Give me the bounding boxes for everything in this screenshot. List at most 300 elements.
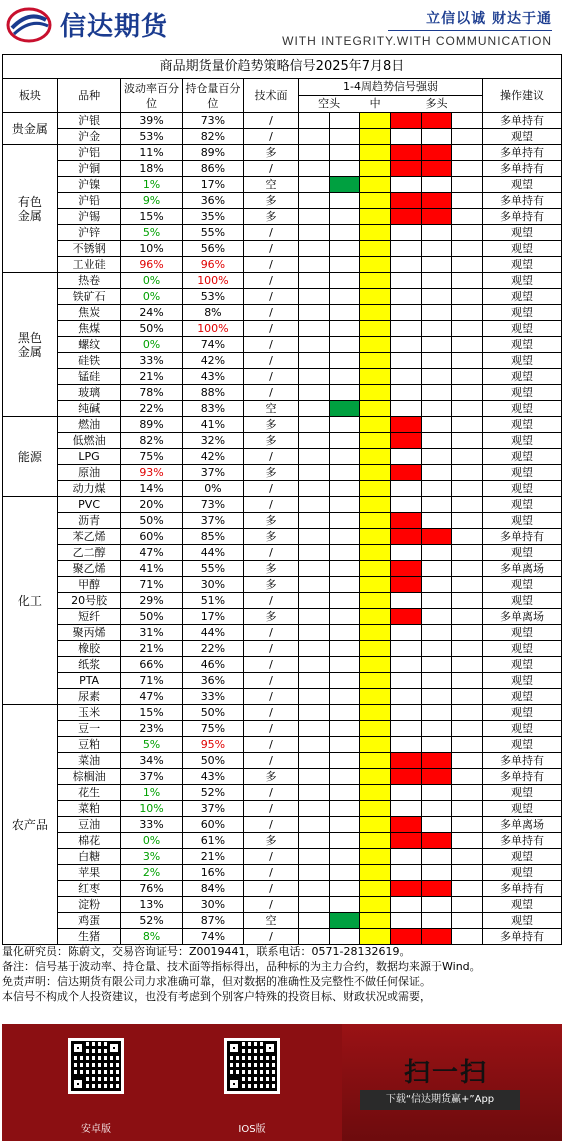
sector-name: 农产品: [3, 705, 58, 945]
signal-cell: [298, 209, 329, 225]
technical-signal: /: [244, 881, 299, 897]
volatility-percentile: 13%: [121, 897, 182, 913]
signal-cell: [360, 513, 391, 529]
signal-cell: [390, 817, 421, 833]
signal-cell: [298, 305, 329, 321]
signal-cell: [421, 657, 452, 673]
open-interest-percentile: 46%: [182, 657, 243, 673]
signal-cell: [452, 129, 483, 145]
signal-cell: [329, 497, 360, 513]
signal-cell: [390, 881, 421, 897]
volatility-percentile: 33%: [121, 353, 182, 369]
advice: 观望: [483, 785, 562, 801]
signal-cell: [329, 177, 360, 193]
signal-cell: [329, 769, 360, 785]
signal-cell: [329, 369, 360, 385]
android-qr-code-icon[interactable]: [68, 1038, 124, 1094]
advice: 观望: [483, 481, 562, 497]
signal-cell: [421, 705, 452, 721]
signal-cell: [452, 849, 483, 865]
variety-name: 红枣: [57, 881, 121, 897]
signal-cell: [390, 481, 421, 497]
signal-cell: [390, 545, 421, 561]
header-sector: 板块: [3, 79, 58, 113]
volatility-percentile: 22%: [121, 401, 182, 417]
volatility-percentile: 23%: [121, 721, 182, 737]
signal-cell: [390, 865, 421, 881]
advice: 观望: [483, 705, 562, 721]
signal-cell: [390, 193, 421, 209]
header-mid: 中: [360, 96, 391, 113]
variety-name: 豆一: [57, 721, 121, 737]
company-logo-icon: [6, 6, 52, 44]
open-interest-percentile: 21%: [182, 849, 243, 865]
signal-cell: [360, 737, 391, 753]
signal-cell: [390, 209, 421, 225]
signal-cell: [452, 817, 483, 833]
technical-signal: /: [244, 545, 299, 561]
signal-cell: [421, 369, 452, 385]
technical-signal: /: [244, 657, 299, 673]
advice: 观望: [483, 321, 562, 337]
table-row: [3, 897, 562, 913]
advice: 观望: [483, 369, 562, 385]
header-signal: 1-4周趋势信号强弱: [298, 79, 482, 96]
table-row: [3, 609, 562, 625]
signal-cell: [390, 513, 421, 529]
signal-cell: [390, 673, 421, 689]
signal-cell: [360, 257, 391, 273]
advice: 观望: [483, 641, 562, 657]
signal-cell: [421, 273, 452, 289]
advice: 观望: [483, 913, 562, 929]
signal-cell: [329, 433, 360, 449]
signal-cell: [421, 817, 452, 833]
advice: 观望: [483, 497, 562, 513]
advice: 观望: [483, 897, 562, 913]
technical-signal: 多: [244, 513, 299, 529]
signal-cell: [452, 513, 483, 529]
open-interest-percentile: 87%: [182, 913, 243, 929]
signal-cell: [360, 577, 391, 593]
technical-signal: /: [244, 625, 299, 641]
advice: 多单离场: [483, 609, 562, 625]
volatility-percentile: 50%: [121, 513, 182, 529]
signal-cell: [452, 289, 483, 305]
signal-cell: [421, 913, 452, 929]
technical-signal: 空: [244, 913, 299, 929]
signal-cell: [360, 209, 391, 225]
signal-cell: [329, 417, 360, 433]
signal-cell: [360, 897, 391, 913]
technical-signal: 多: [244, 417, 299, 433]
variety-name: 锰硅: [57, 369, 121, 385]
signal-cell: [452, 497, 483, 513]
advice: 多单持有: [483, 833, 562, 849]
signal-cell: [329, 929, 360, 945]
signal-cell: [421, 385, 452, 401]
signal-cell: [452, 593, 483, 609]
signal-cell: [421, 433, 452, 449]
signal-cell: [452, 353, 483, 369]
open-interest-percentile: 30%: [182, 577, 243, 593]
signal-cell: [360, 337, 391, 353]
variety-name: 淀粉: [57, 897, 121, 913]
advice: 观望: [483, 721, 562, 737]
signal-cell: [360, 929, 391, 945]
advice: 观望: [483, 577, 562, 593]
signal-cell: [329, 833, 360, 849]
signal-cell: [390, 529, 421, 545]
signal-cell: [390, 161, 421, 177]
open-interest-percentile: 74%: [182, 929, 243, 945]
volatility-percentile: 89%: [121, 417, 182, 433]
table-row: [3, 849, 562, 865]
signal-cell: [421, 145, 452, 161]
signal-cell: [452, 737, 483, 753]
volatility-percentile: 33%: [121, 817, 182, 833]
signal-cell: [421, 849, 452, 865]
volatility-percentile: 2%: [121, 865, 182, 881]
signal-cell: [298, 193, 329, 209]
advice: 观望: [483, 449, 562, 465]
signal-cell: [298, 433, 329, 449]
open-interest-percentile: 43%: [182, 769, 243, 785]
open-interest-percentile: 0%: [182, 481, 243, 497]
table-row: [3, 657, 562, 673]
volatility-percentile: 71%: [121, 577, 182, 593]
signal-cell: [360, 305, 391, 321]
variety-name: 不锈钢: [57, 241, 121, 257]
signal-cell: [298, 385, 329, 401]
table-row: [3, 785, 562, 801]
volatility-percentile: 15%: [121, 705, 182, 721]
sector-name: 黑色金属: [3, 273, 58, 417]
signal-cell: [360, 673, 391, 689]
signal-cell: [298, 401, 329, 417]
technical-signal: /: [244, 929, 299, 945]
signal-cell: [360, 913, 391, 929]
signal-cell: [452, 385, 483, 401]
volatility-percentile: 52%: [121, 913, 182, 929]
signal-cell: [298, 705, 329, 721]
table-row: [3, 337, 562, 353]
signal-cell: [390, 705, 421, 721]
advice: 观望: [483, 737, 562, 753]
advice: 多单离场: [483, 817, 562, 833]
signal-cell: [452, 433, 483, 449]
signal-cell: [421, 561, 452, 577]
technical-signal: 多: [244, 145, 299, 161]
signal-cell: [298, 129, 329, 145]
signal-cell: [452, 209, 483, 225]
signal-cell: [452, 785, 483, 801]
sector-name: 化工: [3, 497, 58, 705]
signal-cell: [329, 625, 360, 641]
technical-signal: /: [244, 753, 299, 769]
signal-cell: [329, 385, 360, 401]
signal-cell: [329, 353, 360, 369]
variety-name: 橡胶: [57, 641, 121, 657]
advice: 多单持有: [483, 193, 562, 209]
signal-cell: [360, 529, 391, 545]
signal-cell: [390, 177, 421, 193]
signal-cell: [298, 225, 329, 241]
open-interest-percentile: 50%: [182, 753, 243, 769]
ios-qr-code-icon[interactable]: [224, 1038, 280, 1094]
volatility-percentile: 47%: [121, 689, 182, 705]
volatility-percentile: 1%: [121, 177, 182, 193]
signal-cell: [390, 833, 421, 849]
advice: 观望: [483, 225, 562, 241]
signal-cell: [360, 753, 391, 769]
signal-cell: [298, 481, 329, 497]
variety-name: 铁矿石: [57, 289, 121, 305]
signal-cell: [298, 625, 329, 641]
signal-cell: [329, 897, 360, 913]
variety-name: 燃油: [57, 417, 121, 433]
signal-cell: [452, 529, 483, 545]
variety-name: 硅铁: [57, 353, 121, 369]
signal-cell: [329, 673, 360, 689]
signal-cell: [360, 449, 391, 465]
volatility-percentile: 20%: [121, 497, 182, 513]
advice: 观望: [483, 241, 562, 257]
signal-cell: [421, 801, 452, 817]
variety-name: 焦煤: [57, 321, 121, 337]
variety-name: 菜油: [57, 753, 121, 769]
technical-signal: /: [244, 385, 299, 401]
signal-cell: [390, 849, 421, 865]
signal-cell: [452, 481, 483, 497]
advice: 观望: [483, 353, 562, 369]
technical-signal: 多: [244, 769, 299, 785]
download-app-button[interactable]: 下载“信达期货赢+”App: [360, 1090, 520, 1110]
table-row: [3, 113, 562, 129]
advice: 观望: [483, 625, 562, 641]
signal-cell: [390, 129, 421, 145]
open-interest-percentile: 55%: [182, 225, 243, 241]
signal-cell: [390, 913, 421, 929]
signal-cell: [421, 609, 452, 625]
signal-cell: [421, 449, 452, 465]
signal-cell: [452, 913, 483, 929]
variety-name: 短纤: [57, 609, 121, 625]
technical-signal: /: [244, 689, 299, 705]
volatility-percentile: 0%: [121, 833, 182, 849]
header-open-interest: 持仓量百分位: [182, 79, 243, 113]
signal-cell: [298, 929, 329, 945]
advice: 观望: [483, 337, 562, 353]
open-interest-percentile: 41%: [182, 417, 243, 433]
signal-cell: [360, 881, 391, 897]
signal-cell: [329, 529, 360, 545]
signal-cell: [390, 145, 421, 161]
disclaimer-line-2: 本信号不构成个人投资建议，也没有考虑到个别客户特殊的投资目标、财政状况或需要，: [2, 990, 431, 1003]
signal-cell: [360, 497, 391, 513]
volatility-percentile: 82%: [121, 433, 182, 449]
volatility-percentile: 5%: [121, 737, 182, 753]
advice: 观望: [483, 305, 562, 321]
advice: 多单持有: [483, 209, 562, 225]
variety-name: 纯碱: [57, 401, 121, 417]
signal-cell: [390, 721, 421, 737]
advice: 观望: [483, 385, 562, 401]
signal-cell: [329, 145, 360, 161]
technical-signal: /: [244, 641, 299, 657]
variety-name: 聚乙烯: [57, 561, 121, 577]
signal-cell: [298, 545, 329, 561]
variety-name: 玉米: [57, 705, 121, 721]
signal-cell: [360, 401, 391, 417]
signal-cell: [390, 273, 421, 289]
signal-cell: [390, 497, 421, 513]
variety-name: 纸浆: [57, 657, 121, 673]
signal-cell: [360, 769, 391, 785]
variety-name: 生猪: [57, 929, 121, 945]
company-name: 信达期货: [60, 12, 169, 42]
signal-cell: [360, 465, 391, 481]
signal-cell: [298, 657, 329, 673]
signal-cell: [452, 321, 483, 337]
table-row: [3, 513, 562, 529]
signal-cell: [360, 641, 391, 657]
variety-name: 豆油: [57, 817, 121, 833]
open-interest-percentile: 95%: [182, 737, 243, 753]
signal-cell: [360, 801, 391, 817]
app-download-banner: [2, 1024, 562, 1141]
signal-cell: [360, 161, 391, 177]
variety-name: 沪铝: [57, 145, 121, 161]
signal-cell: [329, 609, 360, 625]
header-advice: 操作建议: [483, 79, 562, 113]
signal-cell: [452, 113, 483, 129]
technical-signal: /: [244, 241, 299, 257]
signal-cell: [360, 145, 391, 161]
signal-cell: [329, 689, 360, 705]
signal-cell: [298, 593, 329, 609]
signal-cell: [452, 865, 483, 881]
signal-cell: [421, 673, 452, 689]
signal-cell: [329, 305, 360, 321]
signal-cell: [298, 417, 329, 433]
signal-cell: [360, 849, 391, 865]
signal-cell: [360, 385, 391, 401]
volatility-percentile: 78%: [121, 385, 182, 401]
technical-signal: 空: [244, 401, 299, 417]
slogan: 立信以诚 财达于通: [426, 11, 552, 27]
volatility-percentile: 10%: [121, 801, 182, 817]
signal-cell: [421, 113, 452, 129]
table-row: [3, 481, 562, 497]
table-row: [3, 433, 562, 449]
signal-cell: [421, 321, 452, 337]
signal-cell: [452, 689, 483, 705]
signal-cell: [421, 577, 452, 593]
signal-cell: [298, 881, 329, 897]
advice: 多单持有: [483, 161, 562, 177]
advice: 多单持有: [483, 145, 562, 161]
technical-signal: /: [244, 369, 299, 385]
signal-cell: [298, 737, 329, 753]
signal-cell: [390, 225, 421, 241]
signal-cell: [329, 257, 360, 273]
signal-cell: [452, 753, 483, 769]
variety-name: 沥青: [57, 513, 121, 529]
signal-cell: [360, 609, 391, 625]
volatility-percentile: 24%: [121, 305, 182, 321]
technical-signal: /: [244, 721, 299, 737]
signal-cell: [390, 401, 421, 417]
signal-cell: [390, 241, 421, 257]
signal-cell: [452, 833, 483, 849]
table-row: [3, 545, 562, 561]
advice: 观望: [483, 465, 562, 481]
signal-cell: [421, 529, 452, 545]
signal-cell: [298, 865, 329, 881]
signal-cell: [421, 417, 452, 433]
signal-cell: [298, 785, 329, 801]
signal-cell: [452, 897, 483, 913]
signal-cell: [298, 769, 329, 785]
volatility-percentile: 53%: [121, 129, 182, 145]
signal-cell: [421, 785, 452, 801]
technical-signal: 多: [244, 193, 299, 209]
volatility-percentile: 37%: [121, 769, 182, 785]
variety-name: 玻璃: [57, 385, 121, 401]
signal-cell: [452, 257, 483, 273]
advice: 观望: [483, 417, 562, 433]
signal-cell: [329, 465, 360, 481]
signal-cell: [421, 929, 452, 945]
signal-cell: [298, 321, 329, 337]
signal-cell: [421, 769, 452, 785]
open-interest-percentile: 100%: [182, 321, 243, 337]
signal-cell: [298, 449, 329, 465]
open-interest-percentile: 30%: [182, 897, 243, 913]
header-volatility: 波动率百分位: [121, 79, 182, 113]
technical-signal: 空: [244, 177, 299, 193]
advice: 多单持有: [483, 529, 562, 545]
volatility-percentile: 47%: [121, 545, 182, 561]
signal-cell: [390, 289, 421, 305]
signal-cell: [452, 641, 483, 657]
signal-cell: [329, 289, 360, 305]
technical-signal: /: [244, 593, 299, 609]
table-row: [3, 529, 562, 545]
signal-cell: [390, 785, 421, 801]
signal-cell: [390, 385, 421, 401]
open-interest-percentile: 37%: [182, 513, 243, 529]
technical-signal: 多: [244, 833, 299, 849]
signal-cell: [360, 177, 391, 193]
signal-cell: [452, 449, 483, 465]
open-interest-percentile: 53%: [182, 289, 243, 305]
signal-cell: [390, 113, 421, 129]
signal-cell: [329, 817, 360, 833]
signal-cell: [390, 561, 421, 577]
signal-cell: [390, 305, 421, 321]
signal-cell: [298, 161, 329, 177]
volatility-percentile: 76%: [121, 881, 182, 897]
advice: 观望: [483, 129, 562, 145]
signal-cell: [452, 545, 483, 561]
signal-cell: [329, 401, 360, 417]
volatility-percentile: 21%: [121, 641, 182, 657]
volatility-percentile: 15%: [121, 209, 182, 225]
signal-cell: [452, 305, 483, 321]
signal-cell: [360, 865, 391, 881]
